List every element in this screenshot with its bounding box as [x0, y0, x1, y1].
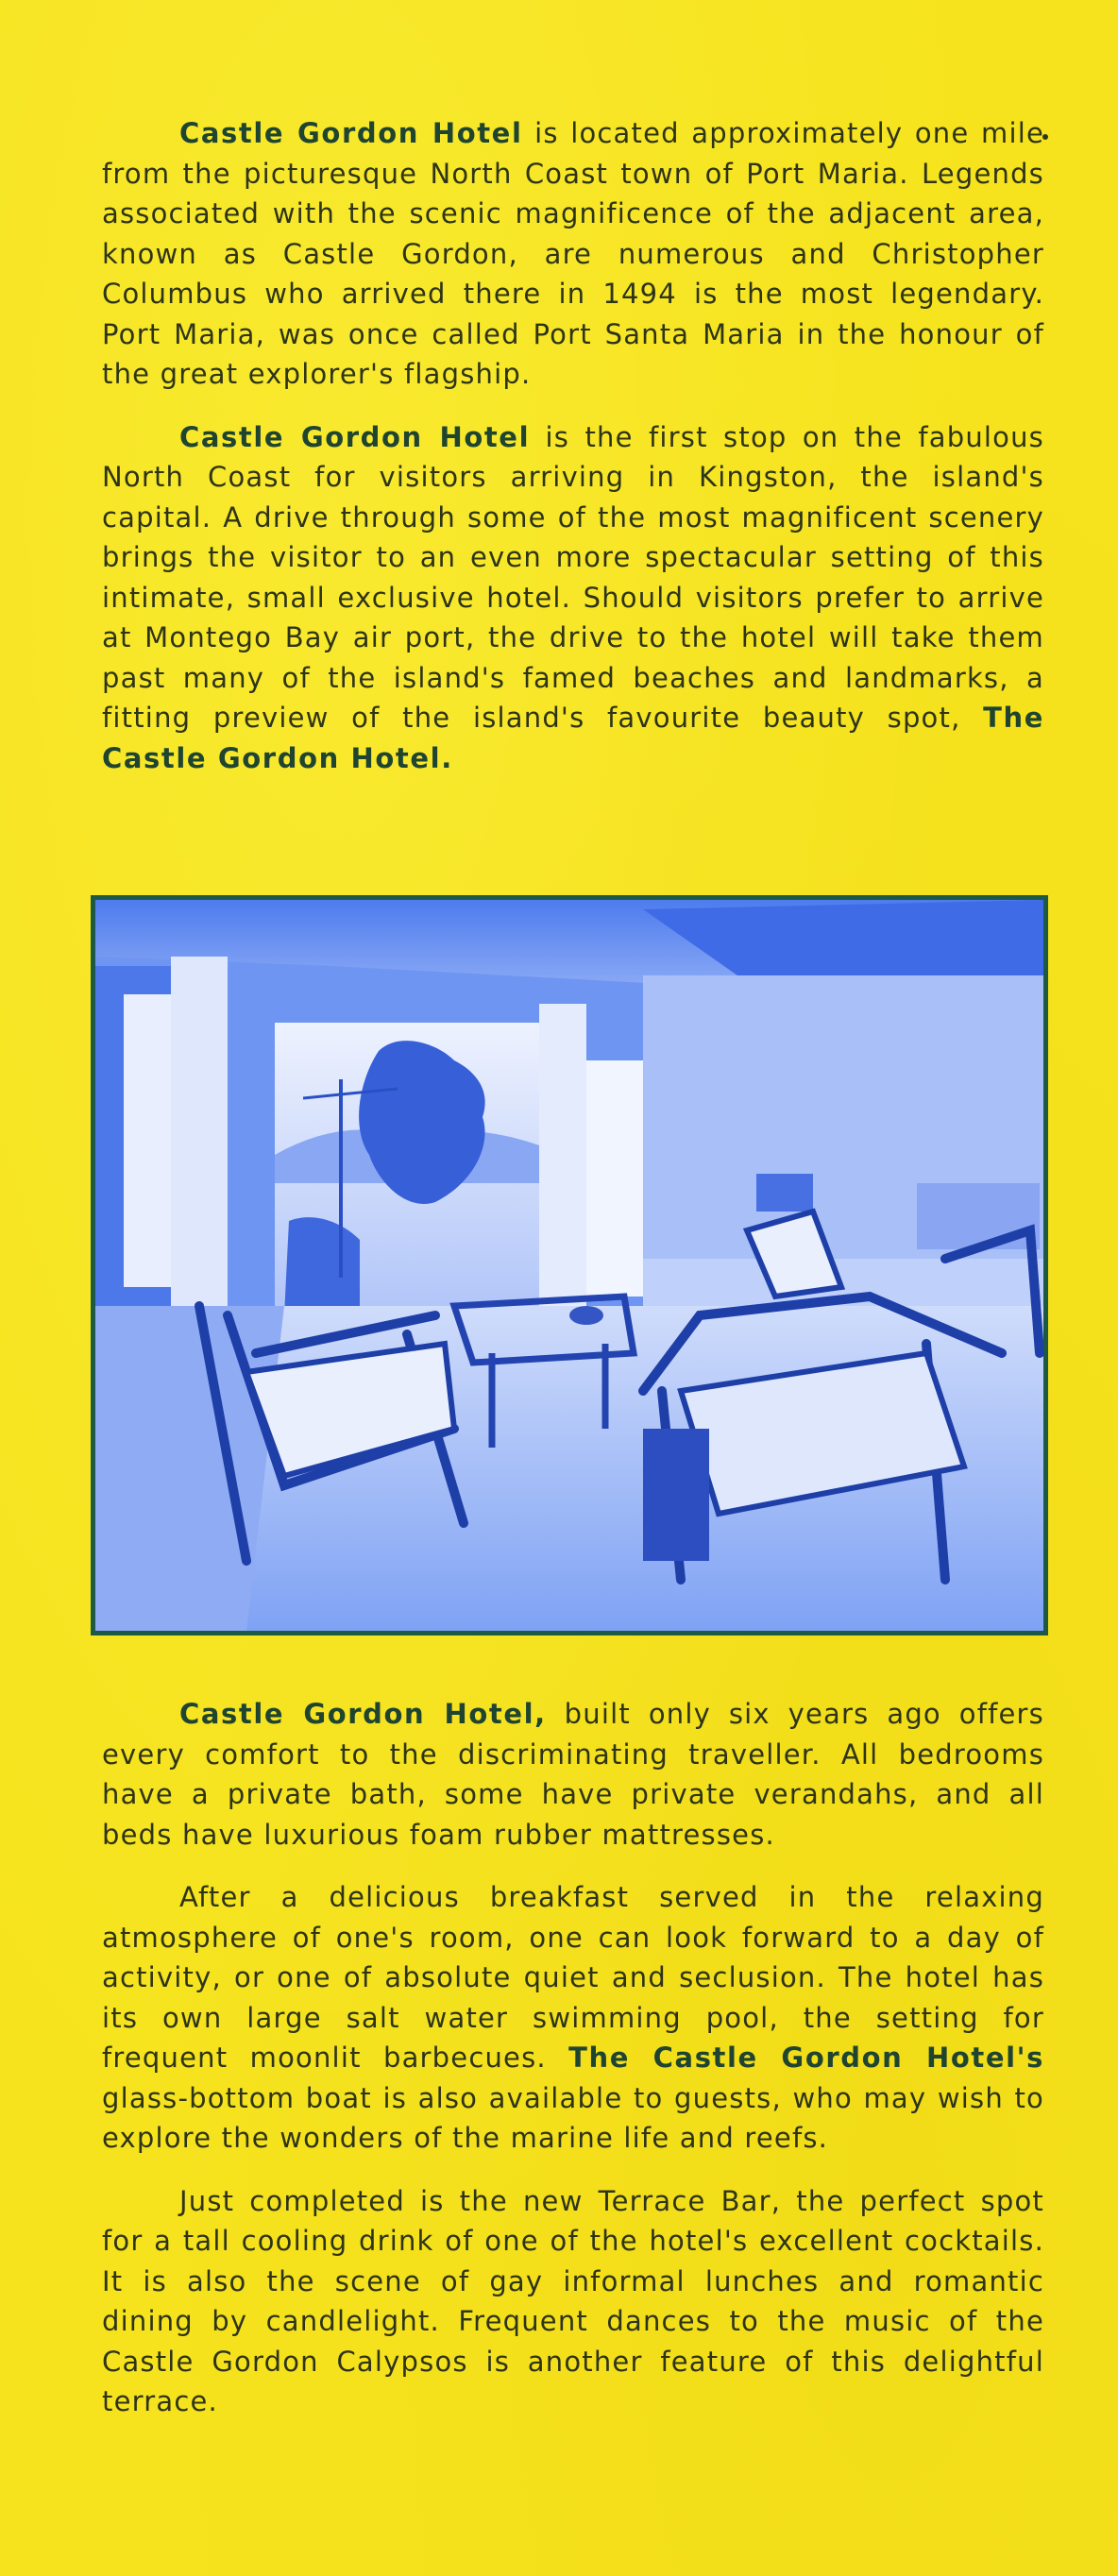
paragraph-terrace-bar [102, 2181, 1044, 2422]
paragraph-location [102, 113, 1044, 395]
paragraph-text: After a delicious breakfast served in the relaxing atmosphere of one's room, one can look forward to a day of activity, or one of absolute quiet and seclusion. The hotel has its own large salt water swimming pool, the setting for frequent moonlit barbecues. [102, 1881, 1044, 2074]
paragraph-text: built only six years ago offers every comfort to the discriminating traveller. All bedrooms have a private bath, some have private verandahs, and all beds have luxurious foam rubber mattresses. [102, 1698, 1044, 1851]
hotel-name-tail: The Castle Gordon Hotel. [102, 702, 1044, 774]
lounge-illustration [95, 900, 1043, 1631]
hotel-name-inline: The Castle Gordon Hotel's [568, 2042, 1044, 2074]
paragraph-text-tail: glass-bottom boat is also available to guests, who may wish to explore the wonders of the marine life and reefs. [102, 2081, 1044, 2154]
amenities-text-block [102, 1694, 1044, 2445]
hotel-name-lead: Castle Gordon Hotel, [179, 1698, 547, 1730]
paragraph-text: Just completed is the new Terrace Bar, the perfect spot for a tall cooling drink of one of the hotel's excellent cocktails. It is also the scene of gay informal lunches and romantic dining by candlelight. Frequent dances to the music of the Castle Gordon Calypsos is another feature of this delightful terrace. [102, 2184, 1044, 2417]
hotel-name-lead: Castle Gordon Hotel [179, 117, 523, 149]
paragraph-text: is the first stop on the fabulous North Coast for visitors arriving in Kingston, the island's capital. A drive through some of the most magnificent scenery brings the visitor to an even more spectacular setting of this intimate, small exclusive hotel. Should visitors prefer to arrive at Montego Bay air port, the drive to the hotel will take them past many of the island's famed beaches and landmarks, a fitting preview of the island's favourite beauty spot, [102, 420, 1044, 734]
paragraph-text: is located approximately one mile from the picturesque North Coast town of Port Maria. Legends associated with the scenic magnificence of the adjacent area, known as Castle Gordon, are numerous and Christopher Columbus who arrived there in 1494 is the most legendary. Port Maria, was once called Port Santa Maria in the honour of the great explorer's flagship. [102, 117, 1044, 390]
paragraph-activities [102, 1877, 1044, 2159]
intro-text-block [102, 113, 1044, 801]
lounge-photo [91, 895, 1048, 1635]
paragraph-comfort [102, 1694, 1044, 1855]
hotel-name-lead: Castle Gordon Hotel [179, 420, 531, 453]
paragraph-arrival [102, 417, 1044, 779]
